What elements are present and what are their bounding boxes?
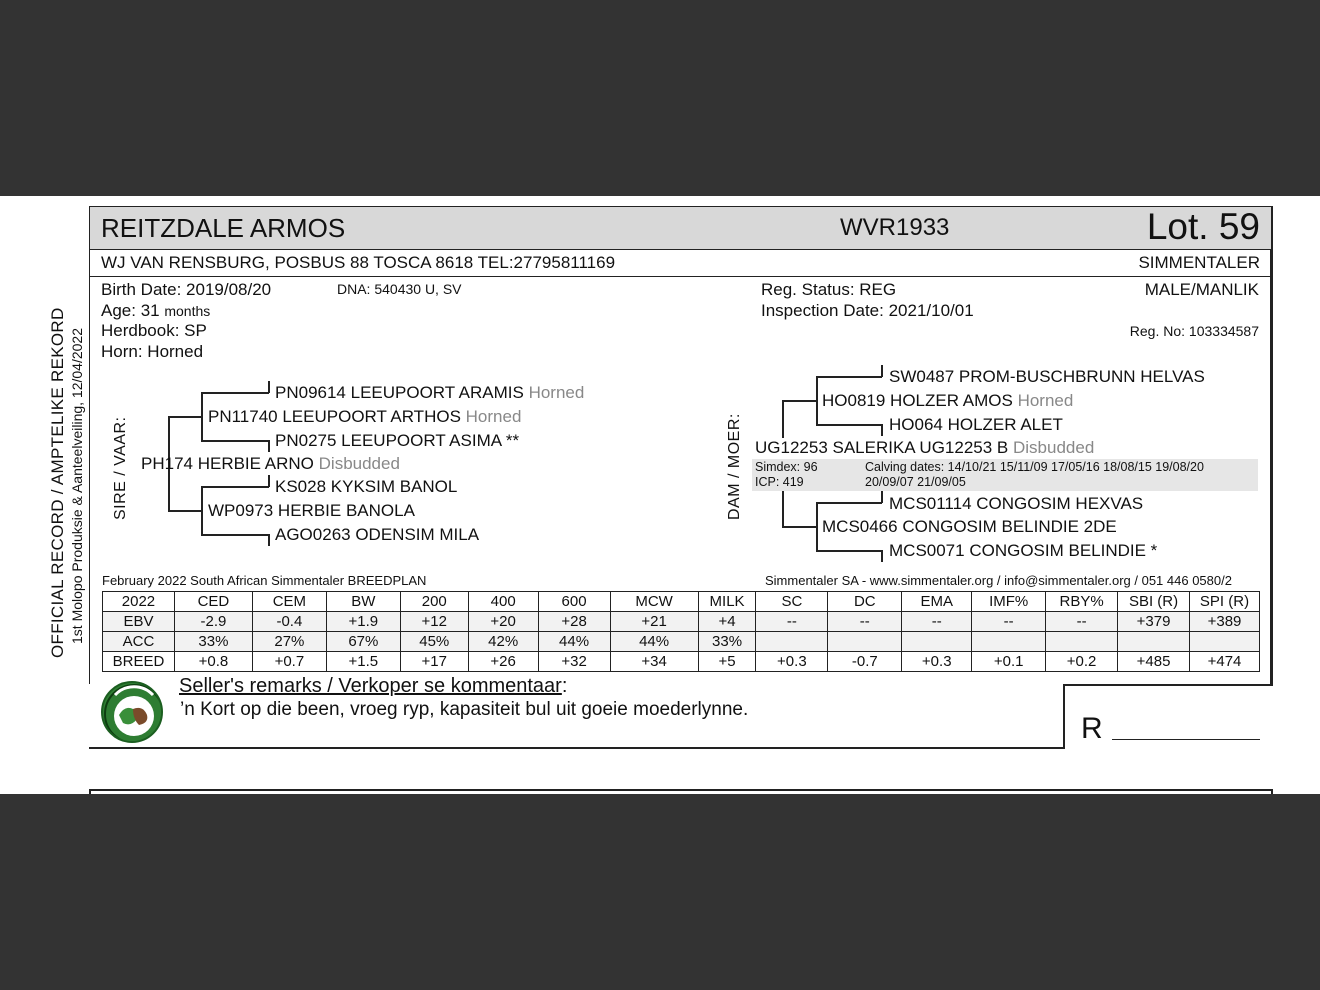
pedigree-name: PH174 HERBIE ARNO: [141, 454, 314, 473]
remarks-text: ’n Kort op die been, vroeg ryp, kapasiteit bul uit goeie moederlynne.: [180, 699, 749, 720]
reg-status: Reg. Status: REG: [761, 280, 897, 299]
value-cell: [828, 632, 902, 652]
pedigree-name: MCS01114 CONGOSIM HEXVAS: [889, 494, 1144, 513]
value-cell: +485: [1118, 652, 1190, 672]
value-cell: SBI (R): [1118, 592, 1190, 612]
pedigree-name: KS028 KYKSIM BANOL: [275, 477, 458, 496]
value-cell: +17: [400, 652, 468, 672]
pedigree-name: MCS0071 CONGOSIM BELINDIE *: [889, 541, 1158, 560]
price-field[interactable]: [1112, 739, 1260, 740]
value-cell: +0.3: [756, 652, 828, 672]
value-cell: +1.9: [326, 612, 400, 632]
row-label-cell: 2022: [103, 592, 175, 612]
value-cell: +5: [698, 652, 756, 672]
sire-name: [141, 454, 400, 474]
value-cell: BW: [326, 592, 400, 612]
value-cell: --: [756, 612, 828, 632]
value-cell: +26: [468, 652, 538, 672]
pedigree-name: HO0819 HOLZER AMOS: [822, 391, 1013, 410]
value-cell: SPI (R): [1189, 592, 1259, 612]
value-cell: +4: [698, 612, 756, 632]
value-cell: CEM: [252, 592, 326, 612]
sire-dam-dam: [275, 525, 479, 545]
icp: ICP: 419: [755, 475, 804, 489]
age-value: Age: 31: [101, 301, 160, 320]
value-cell: +474: [1189, 652, 1259, 672]
dam-sire-dam: [889, 415, 1063, 435]
value-cell: +12: [400, 612, 468, 632]
horn-tag: Horned: [465, 407, 522, 426]
value-cell: RBY%: [1046, 592, 1118, 612]
breedplan-contact: Simmentaler SA - www.simmentaler.org / info@simmentaler.org / 051 446 0580/2: [765, 573, 1232, 588]
value-cell: CED: [174, 592, 252, 612]
value-cell: [1118, 632, 1190, 652]
dam-dam: [822, 517, 1117, 537]
value-cell: +21: [610, 612, 698, 632]
value-cell: 42%: [468, 632, 538, 652]
value-cell: [902, 632, 972, 652]
value-cell: 44%: [610, 632, 698, 652]
dam-sire-sire: [889, 367, 1205, 387]
value-cell: +34: [610, 652, 698, 672]
pedigree-name: WP0973 HERBIE BANOLA: [208, 501, 415, 520]
value-cell: 44%: [538, 632, 610, 652]
pedigree-name: PN09614 LEEUPOORT ARAMIS: [275, 383, 524, 402]
pedigree-name: PN0275 LEEUPOORT ASIMA **: [275, 431, 520, 450]
sale-event-label: 1st Molopo Produksie & Aanteelveiling, 12/04/2022: [69, 328, 85, 644]
horn-status: Horn: Horned: [101, 342, 204, 361]
calving-dates: Calving dates: 14/10/21 15/11/09 17/05/16 18/08/15 19/08/20: [865, 460, 1204, 474]
value-cell: +0.7: [252, 652, 326, 672]
data-row-breed: [103, 652, 1260, 672]
simmentaler-logo: [101, 681, 163, 743]
sire-sire: [208, 407, 521, 427]
dam-performance-box: [752, 459, 1258, 491]
horn-tag: Horned: [1017, 391, 1074, 410]
dam-name: [755, 438, 1094, 458]
birth-date: Birth Date: 2019/08/20: [101, 280, 272, 299]
owner-bar: [89, 249, 1273, 277]
pedigree-name: SW0487 PROM-BUSCHBRUNN HELVAS: [889, 367, 1205, 386]
tattoo-number: WVR1933: [840, 214, 950, 241]
value-cell: +0.3: [902, 652, 972, 672]
value-cell: +1.5: [326, 652, 400, 672]
value-cell: EMA: [902, 592, 972, 612]
owner-details: WJ VAN RENSBURG, POSBUS 88 TOSCA 8618 TEL:27795811169: [101, 253, 616, 272]
price-currency: R: [1081, 712, 1103, 745]
dam-sire: [822, 391, 1073, 411]
title-bar: [89, 206, 1273, 250]
dam-dam-dam: [889, 541, 1157, 561]
value-cell: +0.1: [972, 652, 1046, 672]
simdex: Simdex: 96: [755, 460, 818, 474]
value-cell: --: [828, 612, 902, 632]
value-cell: +0.8: [174, 652, 252, 672]
inspection-date: Inspection Date: 2021/10/01: [761, 301, 974, 320]
data-row-acc: [103, 632, 1260, 652]
value-cell: [1189, 632, 1259, 652]
value-cell: 200: [400, 592, 468, 612]
value-cell: +389: [1189, 612, 1259, 632]
value-cell: --: [972, 612, 1046, 632]
data-row-ebv: [103, 612, 1260, 632]
value-cell: [1046, 632, 1118, 652]
breedplan-caption: February 2022 South African Simmentaler BREEDPLAN: [102, 573, 427, 588]
remarks-colon: :: [561, 675, 568, 697]
sire-sire-dam: [275, 431, 519, 451]
dna-info: DNA: 540430 U, SV: [337, 281, 462, 297]
value-cell: +0.2: [1046, 652, 1118, 672]
sire-label: SIRE / VAAR:: [112, 416, 129, 520]
globe-logo-icon: [103, 683, 163, 743]
value-cell: [756, 632, 828, 652]
horn-tag: Disbudded: [1013, 438, 1095, 457]
value-cell: MILK: [698, 592, 756, 612]
value-cell: -2.9: [174, 612, 252, 632]
herdbook: Herdbook: SP: [101, 321, 207, 340]
value-cell: [972, 632, 1046, 652]
breedplan-table: [102, 591, 1260, 672]
row-label-cell: BREED: [103, 652, 175, 672]
remarks-title: [179, 675, 567, 698]
value-cell: IMF%: [972, 592, 1046, 612]
value-cell: 600: [538, 592, 610, 612]
animal-name: REITZDALE ARMOS: [101, 213, 346, 243]
value-cell: 45%: [400, 632, 468, 652]
row-label-cell: ACC: [103, 632, 175, 652]
sale-catalogue-page: [0, 196, 1320, 794]
value-cell: --: [1046, 612, 1118, 632]
pedigree-name: MCS0466 CONGOSIM BELINDIE 2DE: [822, 517, 1117, 536]
pedigree-name: HO064 HOLZER ALET: [889, 415, 1063, 434]
value-cell: --: [902, 612, 972, 632]
value-cell: MCW: [610, 592, 698, 612]
dam-label: DAM / MOER:: [726, 413, 743, 520]
header-row: [103, 592, 1260, 612]
sire-dam-sire: [275, 477, 457, 497]
value-cell: 27%: [252, 632, 326, 652]
value-cell: 33%: [698, 632, 756, 652]
age-unit: months: [164, 303, 211, 319]
official-record-label: OFFICIAL RECORD / AMPTELIKE REKORD: [48, 307, 67, 658]
age: [101, 301, 210, 321]
pedigree-name: UG12253 SALERIKA UG12253 B: [755, 438, 1009, 457]
value-cell: 400: [468, 592, 538, 612]
lot-number: Lot. 59: [1146, 206, 1260, 247]
next-card-edge: [89, 789, 1273, 791]
registration-number: Reg. No: 103334587: [1129, 323, 1259, 339]
value-cell: +20: [468, 612, 538, 632]
value-cell: SC: [756, 592, 828, 612]
value-cell: -0.7: [828, 652, 902, 672]
dam-dam-sire: [889, 494, 1143, 514]
pedigree-name: AGO0263 ODENSIM MILA: [275, 525, 480, 544]
sex: MALE/MANLIK: [1144, 280, 1259, 299]
horn-tag: Disbudded: [318, 454, 400, 473]
value-cell: DC: [828, 592, 902, 612]
value-cell: +379: [1118, 612, 1190, 632]
value-cell: +32: [538, 652, 610, 672]
value-cell: 33%: [174, 632, 252, 652]
row-label-cell: EBV: [103, 612, 175, 632]
sire-dam: [208, 501, 415, 521]
pedigree-name: PN11740 LEEUPOORT ARTHOS: [208, 407, 461, 426]
calving-dates-cont: 20/09/07 21/09/05: [865, 475, 966, 489]
breed-name: SIMMENTALER: [1138, 253, 1260, 272]
horn-tag: Horned: [528, 383, 585, 402]
value-cell: 67%: [326, 632, 400, 652]
value-cell: +28: [538, 612, 610, 632]
remarks-heading: Seller's remarks / Verkoper se kommentaar: [179, 675, 562, 697]
value-cell: -0.4: [252, 612, 326, 632]
sire-sire-sire: [275, 383, 584, 403]
